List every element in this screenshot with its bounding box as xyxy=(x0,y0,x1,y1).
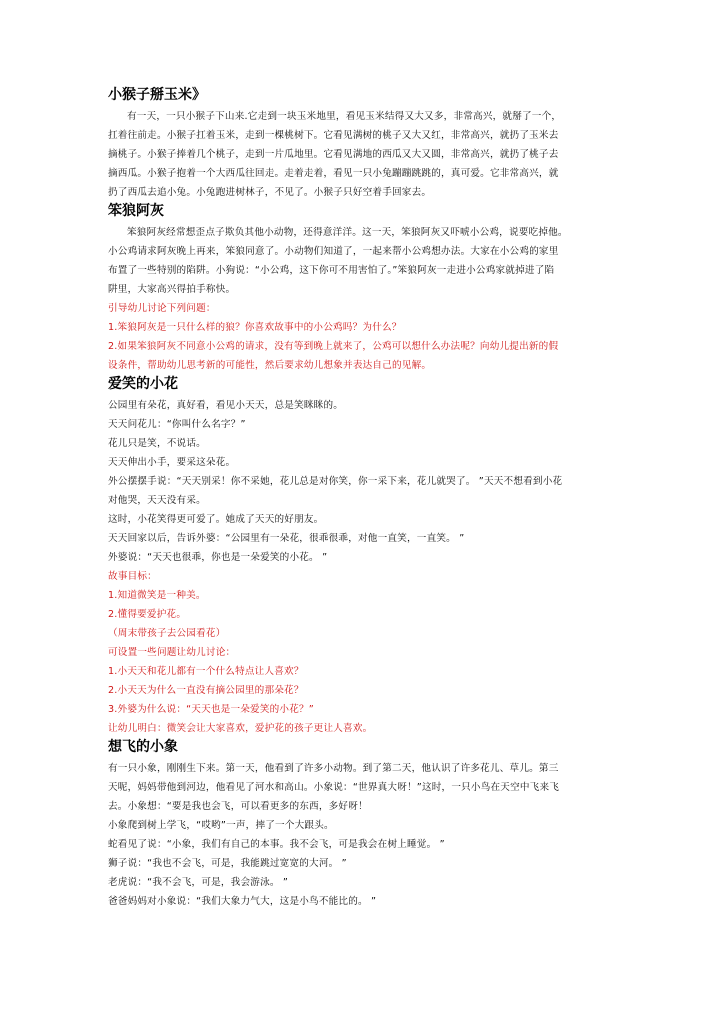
story-line: 笨狼阿灰经常想歪点子欺负其他小动物，还得意洋洋。这一天，笨狼阿灰又吓唬小公鸡，说要吃掉他。 xyxy=(127,227,568,238)
story-line: 天天回家以后，告诉外婆：“公园里有一朵花，很乖很乖，对他一直笑，一直笑。 ” xyxy=(108,533,465,544)
goal-item: （周末带孩子去公园看花） xyxy=(108,628,226,639)
story-line: 公园里有朵花，真好看，看见小天天，总是笑眯眯的。 xyxy=(108,400,344,411)
story-line: 有一只小象，刚刚生下来。第一天，他看到了许多小动物。到了第二天，他认识了许多花儿、草儿。第三 xyxy=(108,763,559,774)
story-line: 阱里，大家高兴得拍手称快。 xyxy=(108,284,236,295)
goal-item: 1.知道微笑是一种美。 xyxy=(108,590,206,601)
guide-title: 引导幼儿讨论下列问题： xyxy=(108,303,216,314)
discussion-question: 2.小天天为什么一直没有摘公园里的那朵花？ xyxy=(108,685,304,696)
guide-question: 设条件，帮助幼儿思考新的可能性，然后要求幼儿想象并表达自己的见解。 xyxy=(108,360,432,371)
story-line: 花儿只是笑，不说话。 xyxy=(108,438,206,449)
story-title: 爱笑的小花 xyxy=(108,376,178,392)
story-line: 小象爬到树上学飞，“哎哟”一声，摔了一个大跟头。 xyxy=(108,820,334,831)
discussion-title: 可设置一些问题让幼儿讨论： xyxy=(108,647,236,658)
story-line: 狮子说：“我也不会飞，可是，我能跳过宽宽的大河。 ” xyxy=(108,858,347,869)
story-line: 天天问花儿：“你叫什么名字？” xyxy=(108,419,246,430)
discussion-question: 1.小天天和花儿都有一个什么特点让人喜欢？ xyxy=(108,666,304,677)
story-line: 扔了西瓜去追小兔。小兔跑进树林子，不见了。小猴子只好空着手回家去。 xyxy=(108,187,432,198)
story-line: 扛着往前走。小猴子扛着玉米，走到一棵桃树下。它看见满树的桃子又大又红，非常高兴，就扔了玉米去 xyxy=(108,130,559,141)
story-line: 天呢，妈妈带他到河边，他看见了河水和高山。小象说：“世界真大呀！”这时，一只小鸟在天空中飞来飞 xyxy=(108,782,560,793)
story-title: 笨狼阿灰 xyxy=(108,203,164,219)
discussion-conclusion: 让幼儿明白：微笑会让大家喜欢，爱护花的孩子更让人喜欢。 xyxy=(108,723,373,734)
story-line: 天天伸出小手，要采这朵花。 xyxy=(108,457,236,468)
story-line: 小公鸡请求阿灰晚上再来，笨狼同意了。小动物们知道了，一起来帮小公鸡想办法。大家在小公鸡的家里 xyxy=(108,246,559,257)
story-line: 外婆说：“天天也很乖，你也是一朵爱笑的小花。 ” xyxy=(108,552,328,563)
story-line: 摘西瓜。小猴子抱着一个大西瓜往回走。走着走着，看见一只小兔蹦蹦跳跳的，真可爱。它非常高兴，就 xyxy=(108,168,559,179)
story-line: 有一天，一只小猴子下山来.它走到一块玉米地里，看见玉米结得又大又多，非常高兴，就掰了一个， xyxy=(127,111,562,122)
story-line: 外公摆摆手说：“天天别采！你不采她，花儿总是对你笑，你一采下来，花儿就哭了。 ”天天不想看到小花 xyxy=(108,476,563,487)
story-line: 这时，小花笑得更可爱了。她成了天天的好朋友。 xyxy=(108,514,324,525)
story-line: 对他哭，天天没有采。 xyxy=(108,495,206,506)
guide-question: 1.笨狼阿灰是一只什么样的狼？你喜欢故事中的小公鸡吗？为什么？ xyxy=(108,322,402,333)
story-line: 蛇看见了说：“小象，我们有自己的本事。我不会飞，可是我会在树上睡觉。 ” xyxy=(108,839,445,850)
discussion-question: 3.外婆为什么说：“天天也是一朵爱笑的小花？” xyxy=(108,704,314,715)
goal-title: 故事目标： xyxy=(108,571,157,582)
guide-question: 2.如果笨狼阿灰不同意小公鸡的请求，没有等到晚上就来了，公鸡可以想什么办法呢？向幼儿提出新的假 xyxy=(108,341,559,352)
goal-item: 2.懂得要爱护花。 xyxy=(108,609,187,620)
story-line: 布置了一些特别的陷阱。小狗说：“小公鸡，这下你可不用害怕了。”笨狼阿灰一走进小公鸡家就掉进了陷 xyxy=(108,265,555,276)
story-line: 爸爸妈妈对小象说：“我们大象力气大，这是小鸟不能比的。 ” xyxy=(108,896,377,907)
story-line: 老虎说：“我不会飞，可是，我会游泳。 ” xyxy=(108,877,289,888)
story-line: 摘桃子。小猴子捧着几个桃子，走到一片瓜地里。它看见满地的西瓜又大又圆，非常高兴，就扔了桃子去 xyxy=(108,149,559,160)
story-line: 去。小象想：“要是我也会飞，可以看更多的东西，多好呀！ xyxy=(108,801,368,812)
story-title: 小猴子掰玉米》 xyxy=(108,87,206,103)
story-title: 想飞的小象 xyxy=(108,739,178,755)
document-page xyxy=(108,86,628,911)
